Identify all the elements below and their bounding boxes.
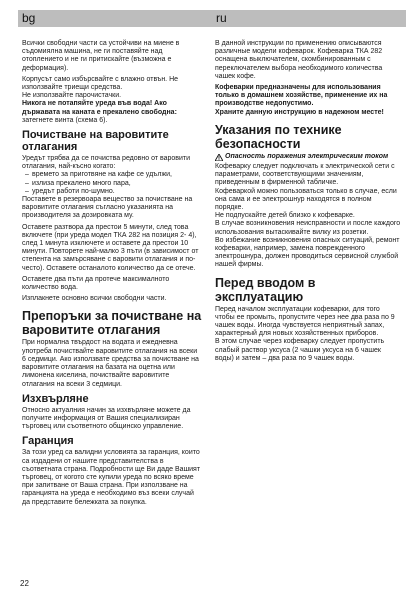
paragraph: Перед началом эксплуатации кофеварки, для того чтобы ее промыть, пропустите через нее два раза по 9 чашек воды. Иногда чувствуется неприятный запах, характерный для новых хозяйственных приборов. [215,305,395,338]
paragraph: Корпусът само избърсвайте с влажно отвън. Не използвайте триещи средства. [22,75,179,92]
paragraph: В случае возникновения неисправности и после каждого использования вытаскивайте вилку из розетки. [215,220,401,236]
list-item: – времето за приготвяне на кафе се удължи, [32,171,202,179]
warning-text: Опасность поражения электрическим током [225,152,389,160]
paragraph: Относно актуалния начин за изхвърляне можете да получите информация от Вашия специализиран търговец или съответното общинско управление. [22,406,191,431]
paragraph: Кофеварки предназначены для использования только в домашнем хозяйстве, применение их на производстве недопустимо. [215,84,388,108]
paragraph: Кофеваркой можно пользоваться только в случае, если она сама и ее электрошнур находятся в полном порядке. [215,187,397,212]
paragraph: Оставете разтвора да престои 5 минути, след това включете (при уреда модел ТКА 282 на позиция 2- 4), след 1 минута изключете и оставете да престои 10 минути. Повторете най-малко 3 пъти (в зависимост от степента на замърсяване с варовити отлагания и по- често). Оставете останалото количество да се отече. [22,223,199,272]
paragraph: Изплакнете основно всички свободни части. [22,295,167,303]
section-heading: Изхвърляне [22,392,89,405]
warning-paragraph: Никога не потапяйте уреда във вода! Ако държавата на каната е прекалено свободна: [22,100,177,116]
paragraph: В данной инструкции по применению описываются различные модели кофеварок. Кофеварка ТКА 282 оснащена выключателем, скомбинированным с переключателем выбора необходимого количества чашек кофе. [215,40,383,80]
left-column-bg [22,40,202,510]
paragraph: Не използвайте парочистачки. [22,92,122,100]
list-item: – уредът работи по-шумно. [32,188,202,196]
paragraph: Во избежание возникновения опасных ситуаций, ремонт кофеварки, например, замена поврежденного электрошнура, должен проводиться сервисной службой нашей фирмы. [215,236,400,269]
electric-shock-warning [215,153,401,161]
warning-triangle-icon [215,154,223,161]
page-number: 22 [20,579,29,588]
paragraph: В этом случае через кофеварку следует пропустить слабый раствор уксуса (2 чашки уксуса на 6 чашек воды) и затем – два раза по 9 чашек воды. [215,338,385,362]
descaling-list [22,171,202,196]
paragraph: затегнете винта (схема 6). [22,116,108,124]
paragraph: Уредът трябва да се почиства редовно от варовити отлагания, най-късно когато: [22,155,191,171]
paragraph: При нормална твърдост на водата и ежедневна употреба почиствайте варовитите отлагания на всеки 6 седмици. Ако използвате средства за почистване на варовитите отлагания на базата на оцетна или лимонена киселина, почиствайте варовитите отлагания на всеки 3 седмици. [22,339,199,388]
section-heading: Почистване на варовитите отлагания [22,129,169,154]
section-heading: Гаранция [22,435,74,448]
language-tab-bg: bg [18,10,212,27]
paragraph: Кофеварку следует подключать к электрической сети с параметрами, соответствующими значениям, приведенным в фирменной табличке. [215,163,395,187]
language-tab-ru: ru [212,10,406,27]
paragraph: Оставете два пъти да протече максималното количество вода. [22,275,170,292]
list-item: – излиза прекалено много пара, [32,180,202,188]
section-heading: Перед вводом в эксплуатацию [215,275,316,304]
section-heading: Препоръки за почистване на варовитите отлагания [22,309,202,338]
section-heading: Указания по технике безопасности [215,122,342,151]
paragraph: Не подпускайте детей близко к кофеварке. [215,212,355,220]
paragraph: За този уред са валидни условията за гаранция, които са издадени от нашите представителства в съответната страна. Подробности ще Ви даде Вашият търговец, от когото сте купили уреда по всяко време при запитване от Ваша страна. При използване на гаранцията на уреда е необходимо въз всеки случай да представите бележката за покупка. [22,449,201,506]
right-column-ru [215,40,401,366]
paragraph: Храните данную инструкцию в надежном месте! [215,108,384,116]
paragraph: Всички свободни части са устойчиви на миене в съдомиялна машина, не ги поставяйте над отоплението и не ги притискайте (възможна е деформация). [22,40,180,72]
paragraph: Поставете в резервоара вещество за почистване на варовитите отлагания съгласно указанията на производителя за дозировката му. [22,196,193,220]
